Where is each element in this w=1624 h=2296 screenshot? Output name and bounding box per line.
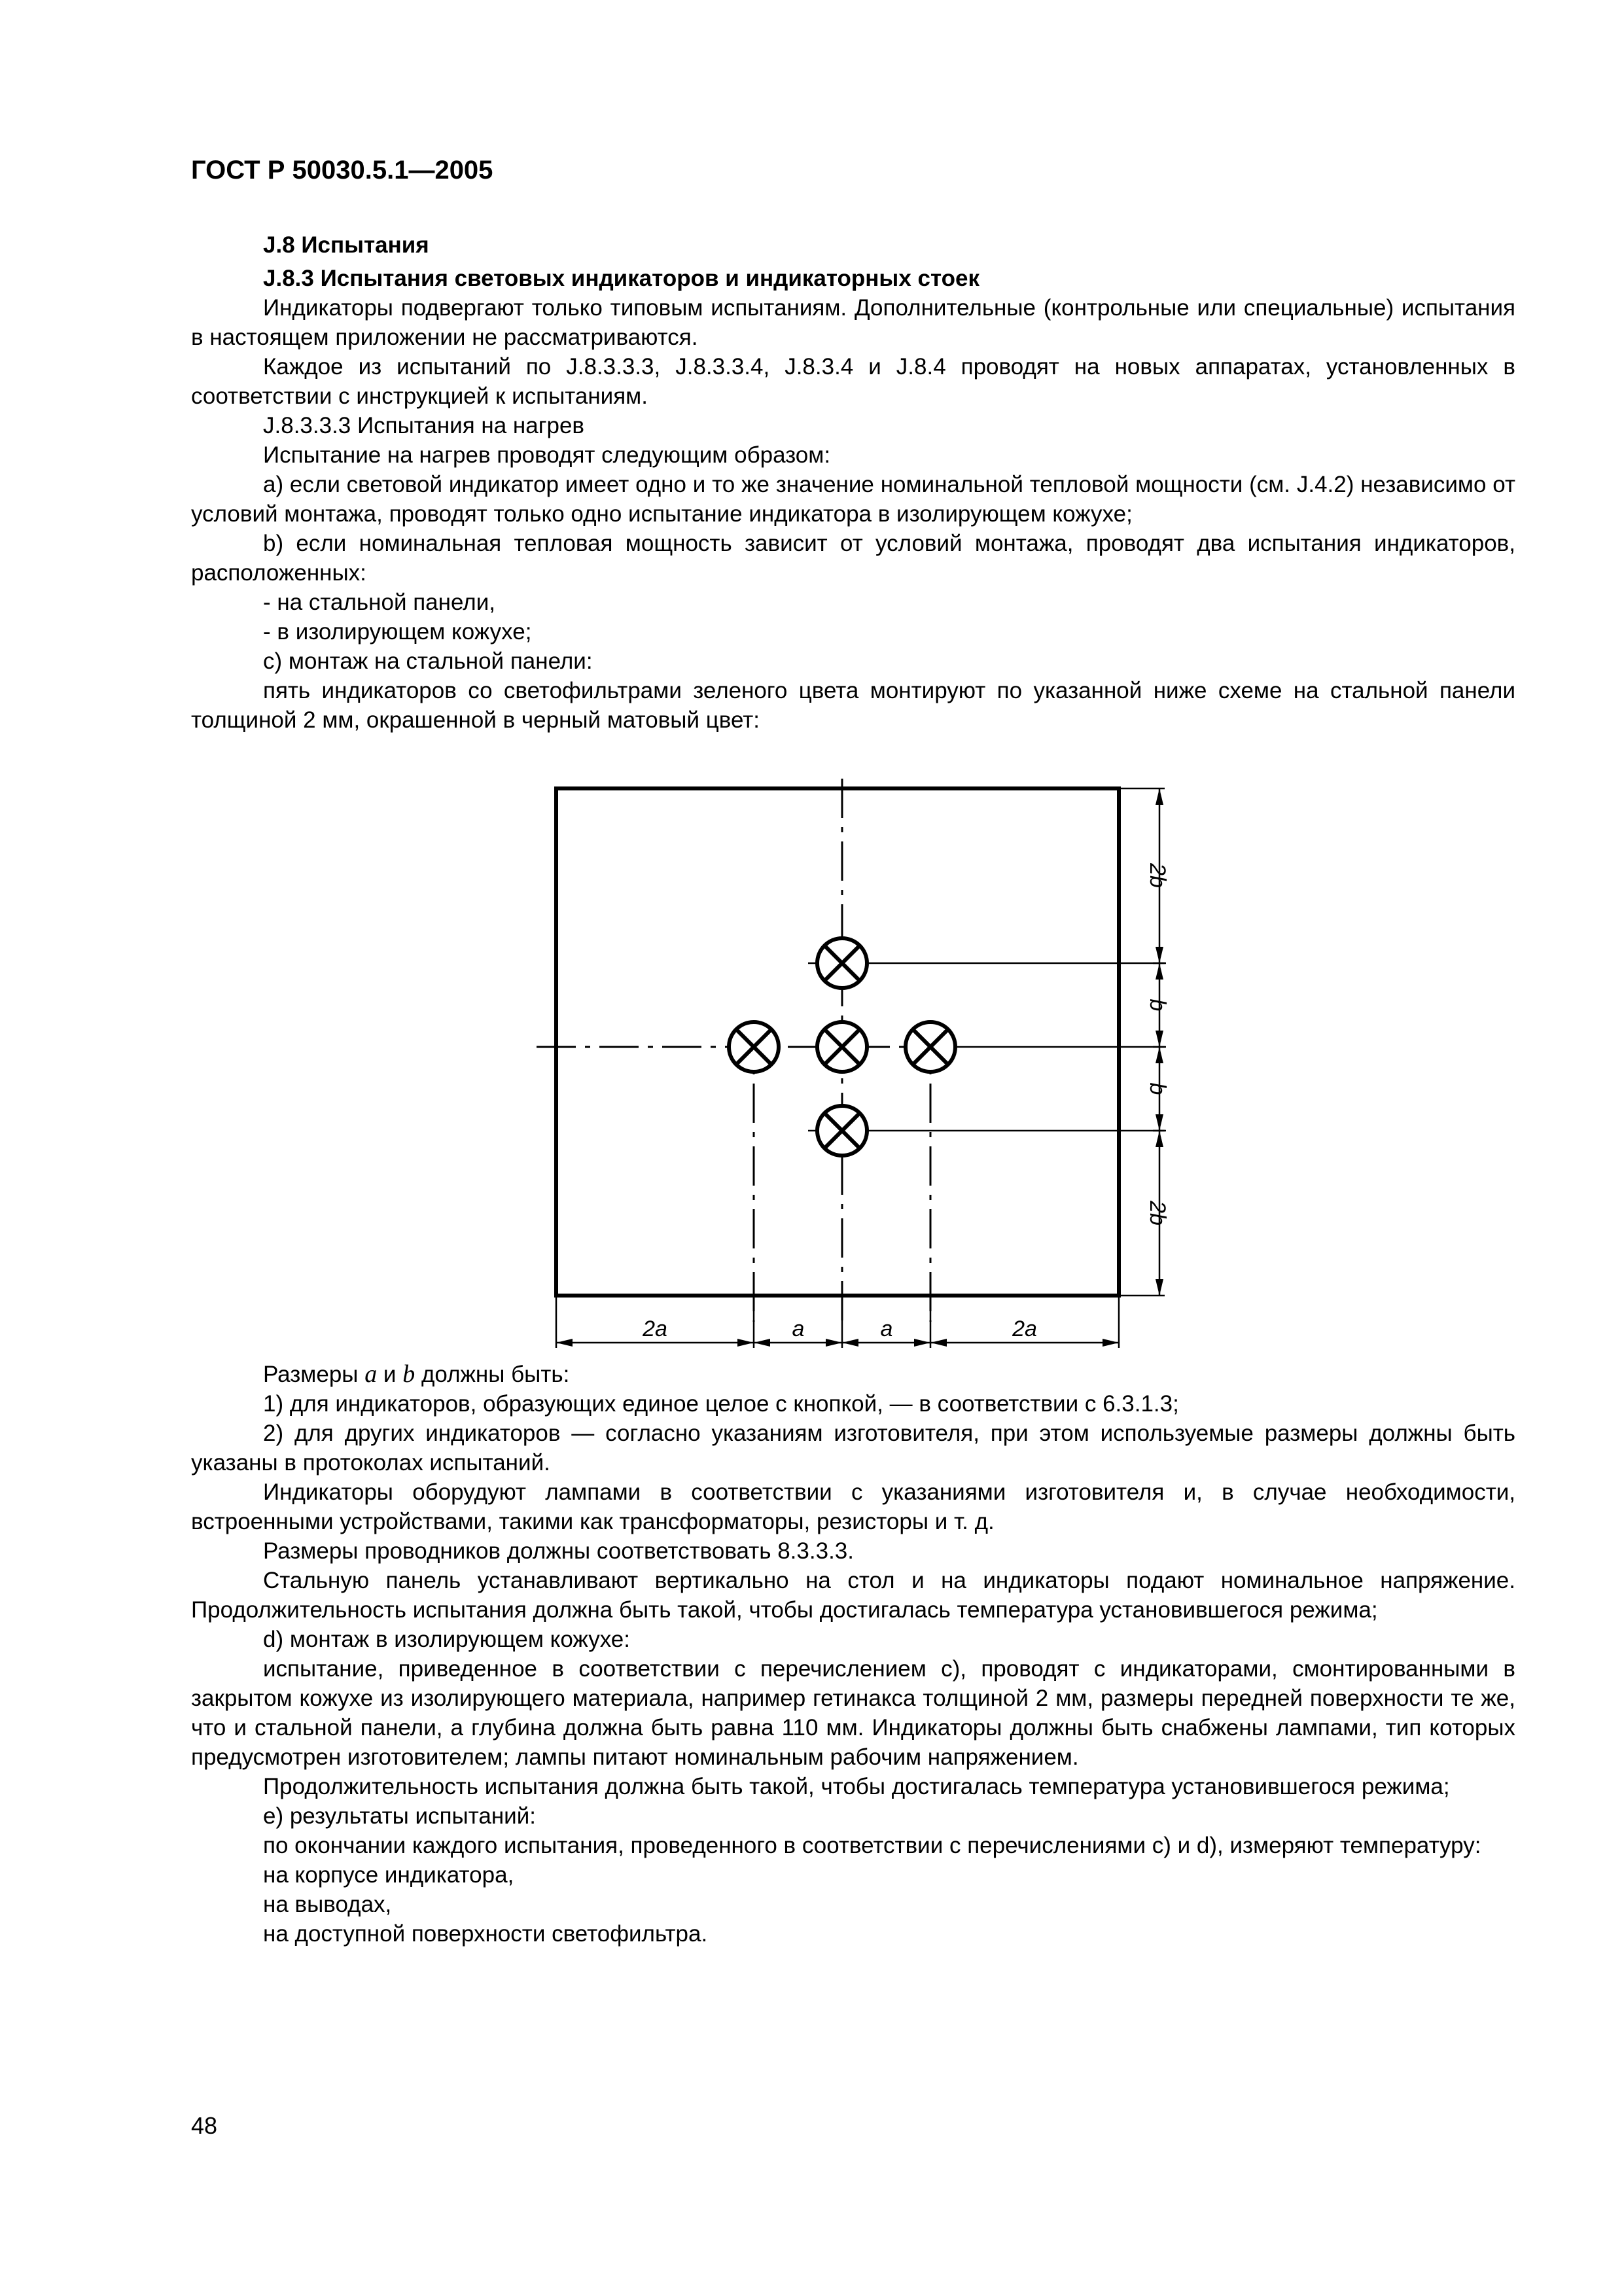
sizes-line: Размеры a и b должны быть:: [263, 1360, 570, 1388]
paragraph: Индикаторы оборудуют лампами в соответствии с указаниями изготовителя и, в случае необходимости, встроенными устройствами, такими как трансформаторы, резисторы и т. д.: [191, 1479, 1515, 1534]
dim-label-bottom-3: a: [880, 1316, 893, 1341]
list-item: a) если световой индикатор имеет одно и то же значение номинальной тепловой мощности (см. J.4.2) независимо от условий монтажа, проводят только одно испытание индикатора в изолирующем кожухе;: [191, 472, 1515, 527]
indicator-right: [906, 1022, 955, 1072]
measurement-point: на выводах,: [263, 1892, 392, 1917]
paragraph: Каждое из испытаний по J.8.3.3.3, J.8.3.3.4, J.8.3.4 и J.8.4 проводят на новых аппаратах, установленных в соответствии с инструкцией к испытаниям.: [191, 354, 1515, 409]
indicator-bottom: [817, 1106, 867, 1156]
list-item: - на стальной панели,: [263, 590, 495, 615]
dim-label-bottom-4: 2a: [1012, 1316, 1037, 1341]
section-heading: J.8 Испытания: [263, 232, 429, 258]
text-block-top: [191, 230, 1515, 735]
paragraph: Индикаторы подвергают только типовым испытаниям. Дополнительные (контрольные или специальные) испытания в настоящем приложении не рассматриваются.: [191, 295, 1515, 350]
measurement-point: на доступной поверхности светофильтра.: [263, 1921, 708, 1947]
list-item: e) результаты испытаний:: [263, 1803, 536, 1829]
text-block-bottom: [191, 1360, 1515, 1949]
indicator-top: [817, 938, 867, 988]
paragraph: испытание, приведенное в соответствии с перечислением c), проводят с индикаторами, смонтированными в закрытом кожухе из изолирующего материала, например гетинакса толщиной 2 мм, размеры передней поверхности те же, что и стальной панели, а глубина должна быть равна 110 мм. Индикаторы должны быть снабжены лампами, тип которых предусмотрен изготовителем; лампы питают номинальным рабочим напряжением.: [191, 1656, 1515, 1770]
list-item: d) монтаж в изолирующем кожухе:: [263, 1627, 630, 1652]
subsection-heading: J.8.3 Испытания световых индикаторов и индикаторных стоек: [263, 266, 980, 291]
dim-label-right-1: 2b: [1145, 863, 1170, 888]
paragraph: Продолжительность испытания должна быть такой, чтобы достигалась температура установившегося режима;: [263, 1774, 1450, 1799]
page-number: 48: [191, 2112, 218, 2139]
paragraph: по окончании каждого испытания, проведенного в соответствии с перечислениями c) и d), измеряют температуру:: [263, 1833, 1481, 1858]
paragraph: J.8.3.3.3 Испытания на нагрев: [263, 413, 585, 438]
list-item: c) монтаж на стальной панели:: [263, 648, 593, 674]
indicator-left: [729, 1022, 779, 1072]
paragraph: Стальную панель устанавливают вертикально на стол и на индикаторы подают номинальное напряжение. Продолжительность испытания должна быть такой, чтобы достигалась температура установившегося режима;: [191, 1568, 1515, 1623]
paragraph: пять индикаторов со светофильтрами зеленого цвета монтируют по указанной ниже схеме на стальной панели толщиной 2 мм, окрашенной в черный матовый цвет:: [191, 678, 1515, 733]
indicator-center: [817, 1022, 867, 1072]
paragraph: Испытание на нагрев проводят следующим образом:: [263, 442, 831, 468]
indicator-layout-diagram: [537, 779, 1170, 1354]
dim-label-bottom-1: 2a: [643, 1316, 667, 1341]
measurement-point: на корпусе индикатора,: [263, 1862, 514, 1888]
dim-label-right-4: 2b: [1145, 1201, 1170, 1226]
dim-label-bottom-2: a: [792, 1316, 805, 1341]
list-item: - в изолирующем кожухе;: [263, 619, 532, 645]
dim-label-right-2: b: [1145, 998, 1170, 1012]
list-item: 1) для индикаторов, образующих единое целое с кнопкой, — в соответствии с 6.3.1.3;: [263, 1391, 1179, 1417]
dim-label-right-3: b: [1145, 1082, 1170, 1095]
list-item: b) если номинальная тепловая мощность зависит от условий монтажа, проводят два испытания индикаторов, расположенных:: [191, 531, 1515, 586]
paragraph: Размеры проводников должны соответствовать 8.3.3.3.: [263, 1538, 854, 1564]
list-item: 2) для других индикаторов — согласно указаниям изготовителя, при этом используемые размеры должны быть указаны в протоколах испытаний.: [191, 1421, 1515, 1475]
document-header: ГОСТ Р 50030.5.1—2005: [191, 156, 493, 185]
